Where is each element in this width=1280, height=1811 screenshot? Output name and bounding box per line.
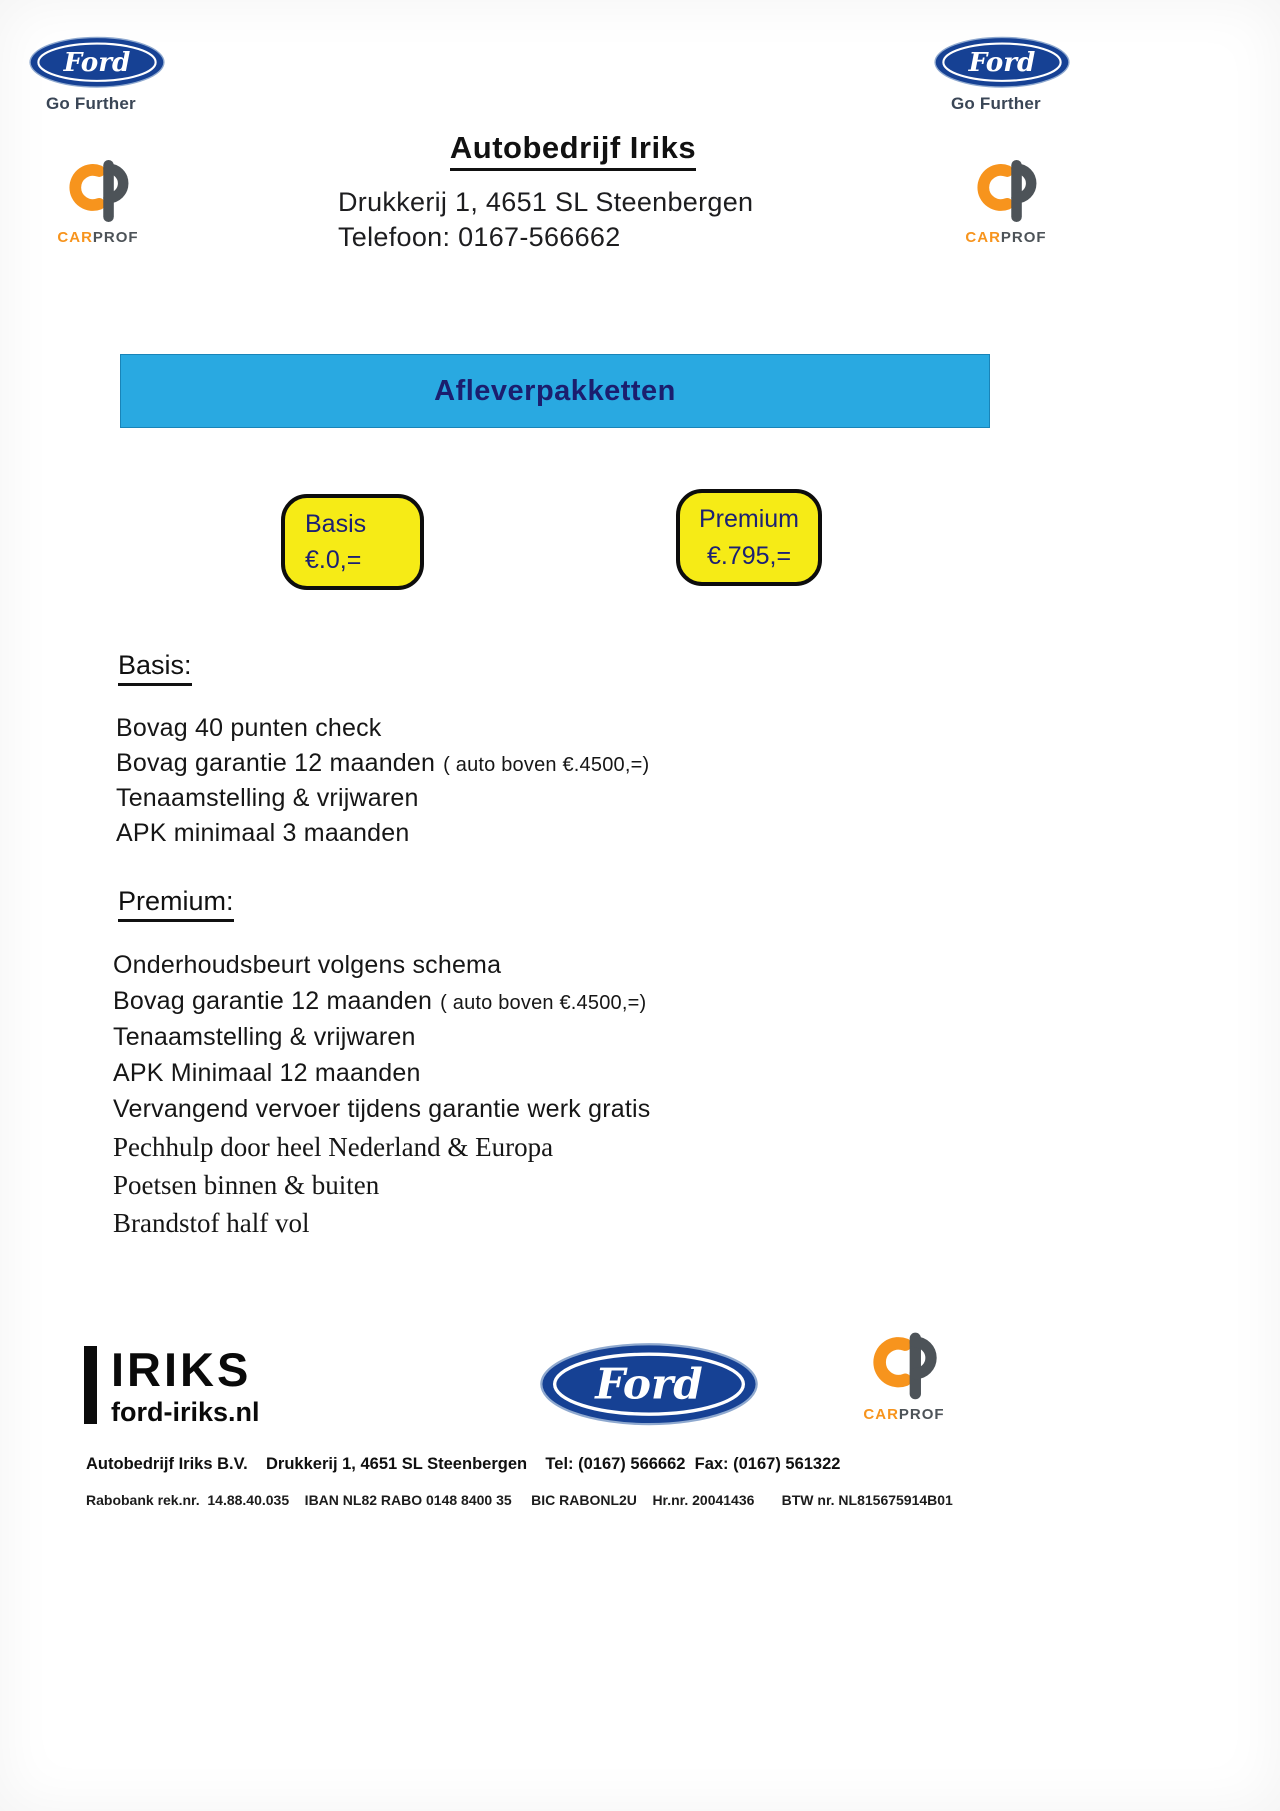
ford-script-text: Ford bbox=[595, 1358, 703, 1409]
ford-oval-icon bbox=[28, 36, 166, 88]
list-item bbox=[113, 1128, 658, 1166]
list-item bbox=[116, 817, 649, 852]
ford-tagline: Go Further bbox=[46, 94, 136, 114]
premium-list bbox=[113, 948, 658, 1242]
list-item bbox=[113, 948, 658, 984]
package-card-basis bbox=[281, 494, 424, 590]
list-item bbox=[113, 1092, 658, 1128]
ford-tagline: Go Further bbox=[951, 94, 1041, 114]
ford-logo-top-right bbox=[933, 36, 1071, 114]
item-text: Bovag 40 punten check bbox=[116, 714, 382, 742]
item-text: Poetsen binnen & buiten bbox=[113, 1170, 380, 1200]
section-banner bbox=[120, 354, 990, 428]
item-text: Brandstof half vol bbox=[113, 1208, 310, 1238]
ford-oval-icon bbox=[538, 1342, 760, 1426]
address-line: Drukkerij 1, 4651 SL Steenbergen bbox=[338, 187, 754, 217]
item-text: Bovag garantie 12 maanden bbox=[116, 749, 436, 777]
item-text: Tenaamstelling & vrijwaren bbox=[116, 784, 419, 812]
page-title: Autobedrijf Iriks bbox=[450, 130, 696, 171]
package-name: Basis bbox=[305, 509, 367, 538]
list-item bbox=[116, 747, 649, 782]
list-item bbox=[116, 782, 649, 817]
package-price: €.795,= bbox=[706, 541, 792, 570]
carprof-icon bbox=[965, 150, 1047, 225]
item-text: Onderhoudsbeurt volgens schema bbox=[113, 951, 502, 979]
carprof-prof-text: PROF bbox=[1000, 228, 1047, 246]
header bbox=[338, 130, 808, 253]
ford-logo-top-left bbox=[28, 36, 166, 114]
carprof-wordmark bbox=[965, 229, 1046, 246]
ford-script-text: Ford bbox=[968, 47, 1036, 79]
iriks-website: ford-iriks.nl bbox=[111, 1397, 260, 1427]
carprof-prof-text: PROF bbox=[898, 1406, 945, 1424]
iriks-wordmark: IRIKS bbox=[111, 1343, 252, 1396]
carprof-car-text: CAR bbox=[965, 228, 1001, 246]
item-text: Bovag garantie 12 maanden bbox=[113, 987, 433, 1015]
list-item bbox=[113, 1056, 658, 1092]
item-text: Vervangend vervoer tijdens garantie werk gratis bbox=[113, 1095, 651, 1123]
phone-line: Telefoon: 0167-566662 bbox=[338, 222, 621, 252]
item-text: APK minimaal 3 maanden bbox=[116, 819, 410, 847]
carprof-car-text: CAR bbox=[57, 228, 93, 246]
carprof-icon bbox=[860, 1322, 948, 1402]
ford-logo-bottom bbox=[538, 1342, 760, 1426]
package-name: Premium bbox=[698, 505, 799, 534]
package-card-premium bbox=[676, 489, 822, 586]
iriks-bar-icon bbox=[84, 1346, 97, 1424]
item-text: Pechhulp door heel Nederland & Europa bbox=[113, 1132, 554, 1162]
ford-script-text: Ford bbox=[63, 47, 131, 79]
list-item bbox=[116, 712, 649, 747]
carprof-logo-right bbox=[950, 150, 1062, 246]
carprof-logo-left bbox=[42, 150, 154, 246]
carprof-car-text: CAR bbox=[863, 1406, 899, 1424]
carprof-wordmark bbox=[57, 229, 138, 246]
carprof-logo-bottom bbox=[845, 1322, 963, 1423]
item-text: APK Minimaal 12 maanden bbox=[113, 1059, 421, 1087]
ford-oval-icon bbox=[933, 36, 1071, 88]
list-item bbox=[113, 984, 658, 1020]
item-text: Tenaamstelling & vrijwaren bbox=[113, 1023, 416, 1051]
carprof-icon bbox=[57, 150, 139, 225]
carprof-prof-text: PROF bbox=[92, 228, 139, 246]
item-note: ( auto boven €.4500,=) bbox=[443, 754, 650, 776]
basis-list bbox=[116, 712, 649, 852]
list-item bbox=[113, 1204, 658, 1242]
iriks-logo bbox=[84, 1343, 260, 1428]
list-item bbox=[113, 1020, 658, 1056]
carprof-wordmark bbox=[863, 1406, 944, 1423]
package-price: €.0,= bbox=[305, 546, 362, 574]
banner-title: Afleverpakketten bbox=[434, 374, 676, 407]
footer-contact-line: Autobedrijf Iriks B.V. Drukkerij 1, 4651 SL Steenbergen Tel: (0167) 566662 Fax: (0167) 561322 bbox=[86, 1455, 841, 1473]
premium-heading: Premium: bbox=[118, 886, 234, 922]
item-note: ( auto boven €.4500,=) bbox=[440, 992, 647, 1014]
footer-bank-line: Rabobank rek.nr. 14.88.40.035 IBAN NL82 RABO 0148 8400 35 BIC RABONL2U Hr.nr. 20041436 BTW nr. NL815675914B01 bbox=[86, 1492, 953, 1508]
basis-heading: Basis: bbox=[118, 650, 192, 686]
list-item bbox=[113, 1166, 658, 1204]
